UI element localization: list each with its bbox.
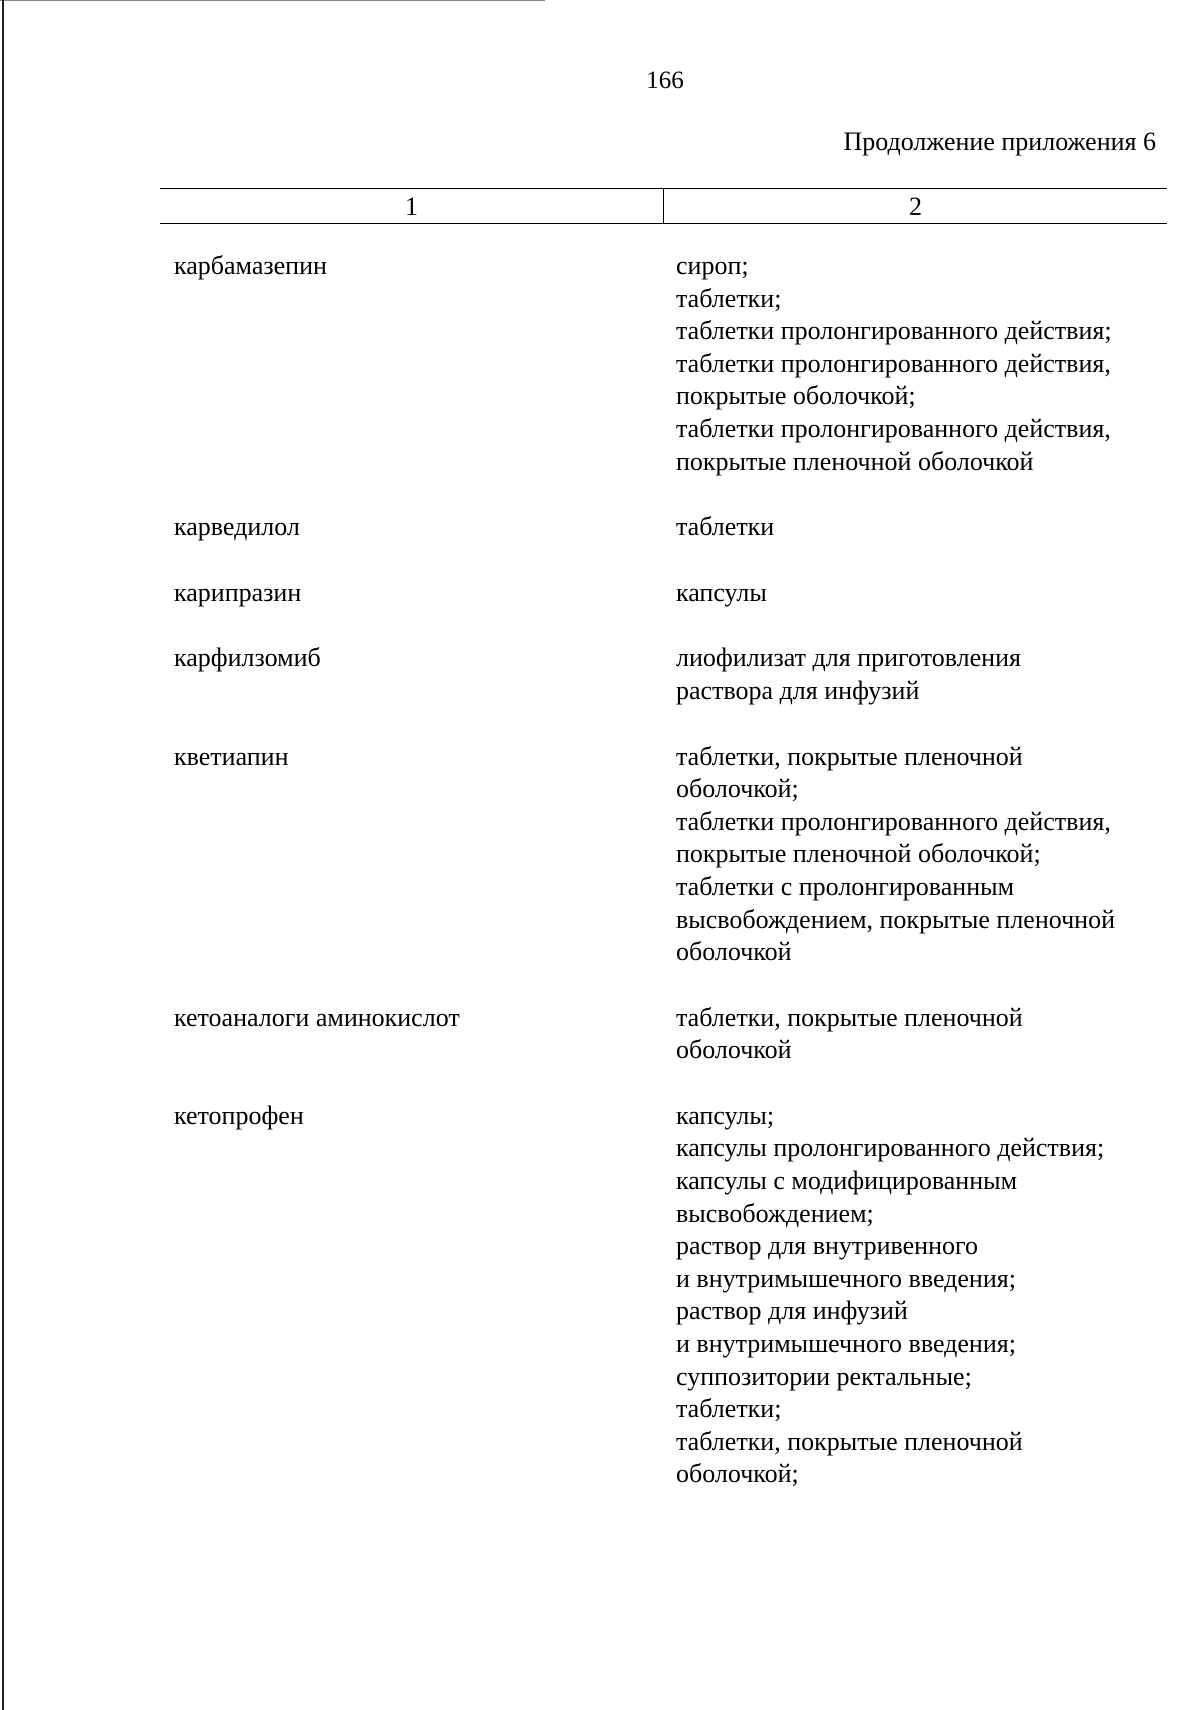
drug-name: кветиапин bbox=[174, 741, 289, 771]
dosage-form-line: раствор для инфузий bbox=[676, 1296, 908, 1326]
drug-name: кетопрофен bbox=[174, 1100, 304, 1130]
column-header-1: 1 bbox=[405, 192, 418, 221]
dosage-forms bbox=[676, 642, 1164, 707]
dosage-forms bbox=[676, 577, 1164, 610]
dosage-form-line: оболочкой bbox=[676, 937, 792, 967]
dosage-form-line: капсулы; bbox=[676, 1100, 775, 1130]
dosage-form-line: таблетки, покрытые пленочной bbox=[676, 1002, 1023, 1032]
drug-name: карведилол bbox=[174, 512, 300, 542]
dosage-form-line: суппозитории ректальные; bbox=[676, 1361, 972, 1391]
dosage-form-line: раствора для инфузий bbox=[676, 675, 920, 705]
dosage-form-line: таблетки bbox=[676, 512, 775, 542]
dosage-form-line: таблетки, покрытые пленочной bbox=[676, 741, 1023, 771]
dosage-form-line: высвобождением; bbox=[676, 1198, 874, 1228]
dosage-form-line: таблетки, покрытые пленочной bbox=[676, 1426, 1023, 1456]
dosage-form-line: раствор для внутривенного bbox=[676, 1231, 978, 1261]
table-row bbox=[174, 250, 1164, 478]
dosage-form-line: оболочкой; bbox=[676, 774, 799, 804]
dosage-forms bbox=[676, 511, 1164, 544]
appendix-continuation-note: Продолжение приложения 6 bbox=[843, 127, 1156, 156]
dosage-form-line: покрытые пленочной оболочкой bbox=[676, 446, 1034, 476]
table-row bbox=[174, 511, 1164, 544]
dosage-form-line: и внутримышечного введения; bbox=[676, 1263, 1016, 1293]
dosage-form-line: таблетки пролонгированного действия, bbox=[676, 413, 1111, 443]
dosage-forms bbox=[676, 741, 1164, 969]
scan-edge-top bbox=[0, 0, 545, 1]
dosage-form-line: сироп; bbox=[676, 251, 749, 280]
table-row bbox=[174, 1002, 1164, 1067]
dosage-form-line: таблетки с пролонгированным bbox=[676, 871, 1015, 901]
table-body bbox=[174, 250, 1164, 1524]
dosage-form-line: капсулы пролонгированного действия; bbox=[676, 1133, 1105, 1163]
table-row bbox=[174, 642, 1164, 707]
dosage-forms bbox=[676, 1100, 1164, 1491]
dosage-form-line: оболочкой bbox=[676, 1035, 792, 1065]
dosage-forms bbox=[676, 1002, 1164, 1067]
page-number: 166 bbox=[646, 67, 684, 94]
dosage-form-line: капсулы с модифицированным bbox=[676, 1166, 1018, 1196]
drug-name: карфилзомиб bbox=[174, 643, 321, 673]
dosage-form-line: таблетки пролонгированного действия, bbox=[676, 806, 1111, 836]
dosage-form-line: покрытые оболочкой; bbox=[676, 381, 916, 411]
table-header bbox=[160, 188, 1167, 224]
dosage-forms bbox=[676, 250, 1164, 478]
dosage-form-line: лиофилизат для приготовления bbox=[676, 643, 1021, 673]
drug-name: кетоаналоги аминокислот bbox=[174, 1002, 460, 1032]
column-header-2: 2 bbox=[909, 192, 922, 221]
dosage-form-line: таблетки пролонгированного действия, bbox=[676, 348, 1111, 378]
dosage-form-line: оболочкой; bbox=[676, 1459, 799, 1489]
table-row bbox=[174, 1100, 1164, 1491]
dosage-form-line: высвобождением, покрытые пленочной bbox=[676, 904, 1115, 934]
dosage-form-line: таблетки; bbox=[676, 283, 782, 313]
table-row bbox=[174, 577, 1164, 610]
drug-name: карипразин bbox=[174, 577, 302, 607]
table-row bbox=[174, 741, 1164, 969]
drug-name: карбамазепин bbox=[174, 251, 327, 280]
dosage-form-line: таблетки пролонгированного действия; bbox=[676, 316, 1112, 346]
dosage-form-line: и внутримышечного введения; bbox=[676, 1329, 1016, 1359]
dosage-form-line: таблетки; bbox=[676, 1394, 782, 1424]
scan-edge-left bbox=[2, 0, 4, 1710]
dosage-form-line: капсулы bbox=[676, 577, 767, 607]
dosage-form-line: покрытые пленочной оболочкой; bbox=[676, 839, 1041, 869]
